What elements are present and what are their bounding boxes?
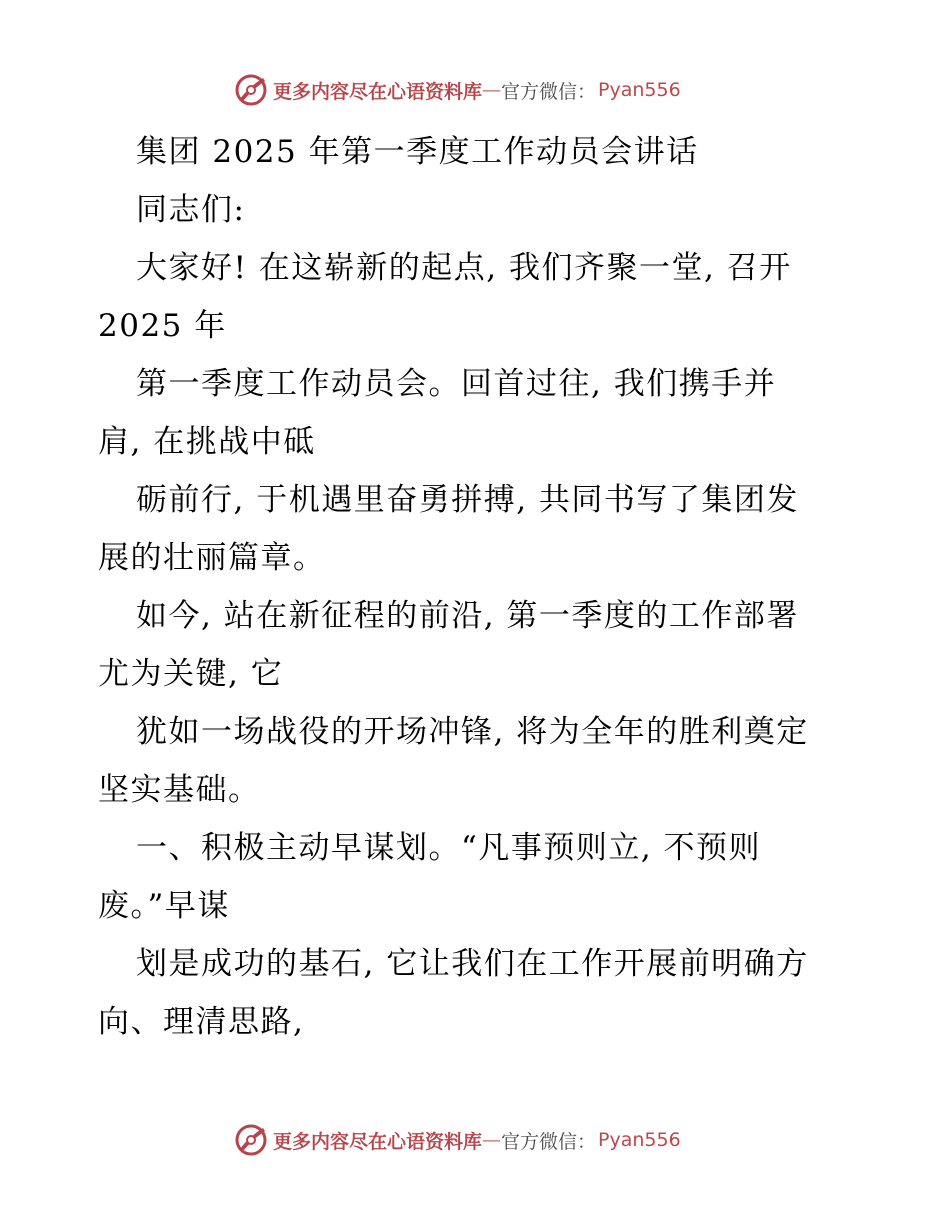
paragraph-line: 第一季度工作动员会。回首过往, 我们携手并 bbox=[136, 366, 777, 402]
banner-wechat-id: Pyan556 bbox=[598, 1129, 681, 1151]
banner-main-text: 更多内容尽在心语资料库 bbox=[273, 80, 483, 103]
document-title: 集团 2025 年第一季度工作动员会讲话 bbox=[136, 134, 699, 170]
paragraph-line: 废。”早谋 bbox=[98, 888, 230, 924]
brush-pen-logo-icon bbox=[233, 1122, 269, 1158]
paragraph-line: 砺前行, 于机遇里奋勇拼搏, 共同书写了集团发 bbox=[136, 482, 799, 518]
salutation: 同志们: bbox=[136, 192, 246, 228]
paragraph-line: 如今, 站在新征程的前沿, 第一季度的工作部署 bbox=[136, 598, 799, 634]
paragraph-line: 划是成功的基石, 它让我们在工作开展前明确方 bbox=[136, 946, 809, 982]
banner-dash: — bbox=[482, 79, 502, 101]
banner-wechat-label: 官方微信： bbox=[501, 80, 597, 103]
header-banner bbox=[233, 70, 681, 110]
section-heading-line: 一、积极主动早谋划。“凡事预则立, 不预则 bbox=[136, 830, 762, 866]
brush-pen-logo-icon bbox=[233, 72, 269, 108]
footer-banner bbox=[233, 1120, 681, 1160]
paragraph-line: 展的壮丽篇章。 bbox=[98, 540, 326, 576]
document-body bbox=[98, 123, 858, 1051]
banner-wechat-label: 官方微信： bbox=[501, 1130, 597, 1153]
paragraph-line: 向、理清思路, bbox=[98, 1004, 305, 1040]
paragraph-line: 肩, 在挑战中砥 bbox=[98, 424, 316, 460]
banner-dash: — bbox=[482, 1129, 502, 1151]
banner-wechat-id: Pyan556 bbox=[598, 79, 681, 101]
paragraph-line: 2025 年 bbox=[98, 308, 227, 344]
paragraph-line: 大家好! 在这崭新的起点, 我们齐聚一堂, 召开 bbox=[136, 250, 792, 286]
paragraph-line: 坚实基础。 bbox=[98, 772, 261, 808]
paragraph-line: 犹如一场战役的开场冲锋, 将为全年的胜利奠定 bbox=[136, 714, 809, 750]
banner-main-text: 更多内容尽在心语资料库 bbox=[273, 1130, 483, 1153]
paragraph-line: 尤为关键, 它 bbox=[98, 656, 284, 692]
